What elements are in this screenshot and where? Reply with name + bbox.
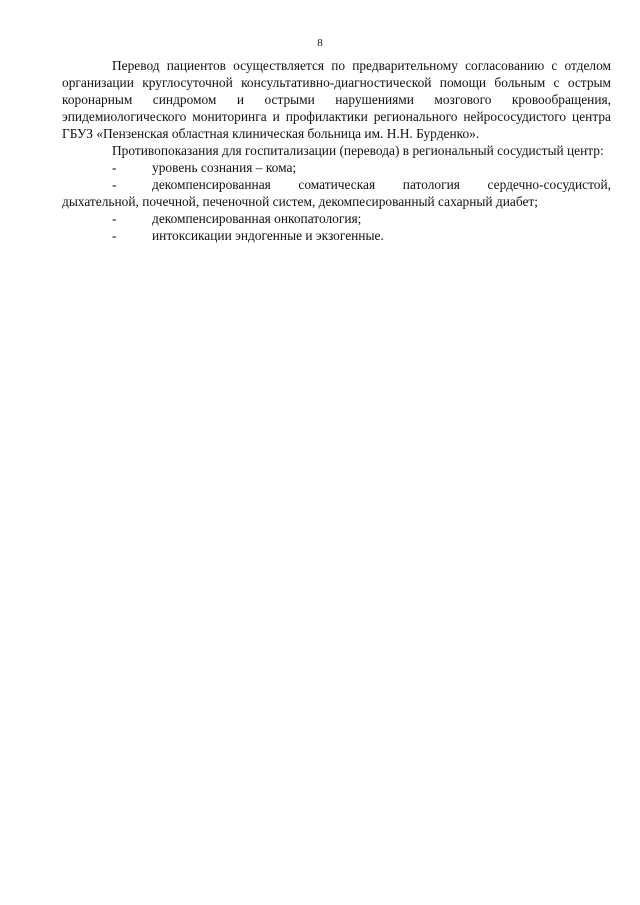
- list-item: [62, 159, 611, 176]
- paragraph-transfer: Перевод пациентов осуществляется по предварительному согласованию с отделом организации круглосуточной консультативно-диагностической помощи больным с острым коронарным синдромом и острыми нарушениями мозгового кровообращения, эпидемиологического мониторинга и профилактики регионального нейрососудистого центра ГБУЗ «Пензенская областная клиническая больница им. Н.Н. Бурденко».: [62, 58, 611, 141]
- list-dash: -: [112, 228, 117, 243]
- list-item: [62, 176, 611, 210]
- list-item: [62, 227, 611, 244]
- paragraph-contraindications: Противопоказания для госпитализации (перевода) в региональный сосудистый центр:: [112, 143, 604, 158]
- page-number: 8: [317, 37, 323, 49]
- list-item-text: декомпенсированная онкопатология;: [152, 211, 362, 226]
- document-body: [62, 57, 611, 244]
- list-dash: -: [112, 160, 117, 175]
- list-item-text: декомпенсированная соматическая патология сердечно-сосудистой, дыхательной, почечной, печеночной систем, декомпесированный сахарный диабет;: [62, 177, 611, 209]
- list-item: [62, 210, 611, 227]
- list-item-text: уровень сознания – кома;: [152, 160, 297, 175]
- list-dash: -: [112, 211, 117, 226]
- list-dash: -: [112, 177, 117, 192]
- list-item-text: интоксикации эндогенные и экзогенные.: [152, 228, 384, 243]
